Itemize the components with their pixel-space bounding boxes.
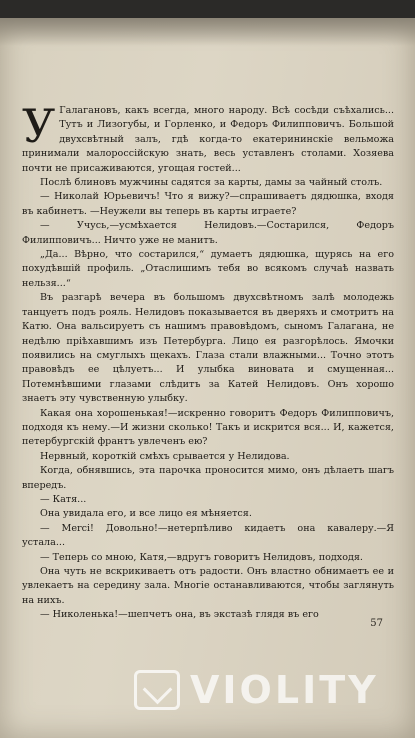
page-text — [22, 99, 394, 623]
paragraph-8: Нервный, короткій смѣхъ срывается у Нелидова. — [40, 450, 290, 462]
paragraph-6: Въ разгарѣ вечера въ большомъ двухсвѣтномъ залѣ молодежь танцуетъ подъ рояль. Нелидовъ показывается въ дверяхъ и смотритъ на Катю. Она вальсируетъ съ нашимъ правовѣдомъ, сыномъ Галагана, не недѣлю пріѣхавшимъ изъ Петербурга. Лицо ея разгорѣлось. Ямочки появились на смуглыхъ щекахъ. Глаза стали влажными... Точно этотъ правовѣдъ ее цѣлуетъ... И улыбка виновата и смущенная... Потемнѣвшими глазами слѣдитъ за Катей Нелидовъ. Онъ хорошо знаетъ эту чувственную улыбку. — [22, 292, 394, 405]
paragraph-1: У Галагановъ, какъ всегда, много народу. Всѣ сосѣди съѣхались... Тутъ и Лизогубы, и Горленко, и Федоръ Филипповичъ. Большой двухсвѣтный залъ, гдѣ когда-то екатерининскіе вельможа принимали малороссійскую знать, весь уставленъ столами. Хозяева почти не присаживаются, угощая гостей... — [22, 99, 394, 174]
drop-cap: У — [22, 99, 56, 153]
watermark-text: VIOLITY — [190, 668, 379, 712]
paragraph-9: Когда, обнявшись, эта парочка проносится мимо, онъ дѣлаетъ шагъ впередъ. — [22, 465, 394, 491]
paragraph-12: — Merci! Довольно!—нетерпѣливо кидаетъ она кавалеру.—Я устала... — [22, 522, 394, 549]
paragraph-13: — Теперь со мною, Катя,—вдругъ говоритъ Нелидовъ, подходя. — [40, 551, 363, 563]
paragraph-4: — Учусь,—усмѣхается Нелидовъ.—Состарился, Федоръ Филипповичъ... Ничто уже не манитъ. — [22, 220, 394, 246]
paragraph-15: — Николенька!—шепчетъ она, въ экстазѣ глядя въ его — [40, 609, 319, 621]
watermark-logo-icon — [134, 670, 180, 710]
paragraph-3: — Николай Юрьевичъ! Что я вижу?—спрашиваетъ дядюшка, входя въ кабинетъ. —Неужели вы теперь въ карты играете? — [22, 191, 394, 217]
paragraph-2: Послѣ блиновъ мужчины садятся за карты, дамы за чайный столъ. — [40, 177, 383, 189]
page-number: 57 — [370, 618, 383, 629]
paragraph-7: Какая она хорошенькая!—искренно говоритъ Федоръ Филипповичъ, подходя къ нему.—И жизни сколько! Такъ и искрится вся... И, кажется, петербургскій франтъ увлеченъ ею? — [22, 407, 394, 448]
paragraph-5: „Да... Вѣрно, что состарился,“ думаетъ дядюшка, щурясь на его похудѣвшій профиль. „Отаслишимъ тебя во всякомъ случаѣ назвать нельзя...“ — [22, 249, 394, 289]
paragraph-11: Она увидала его, и все лицо ея мѣняется. — [40, 508, 252, 520]
page-top-shadow — [0, 18, 415, 46]
paragraph-10: — Катя... — [40, 493, 87, 505]
paragraph-14: Она чуть не вскрикиваетъ отъ радости. Онъ властно обнимаетъ ее и увлекаетъ на середину зала. Многіе останавливаются, чтобы заглянуть на нихъ. — [22, 566, 394, 606]
